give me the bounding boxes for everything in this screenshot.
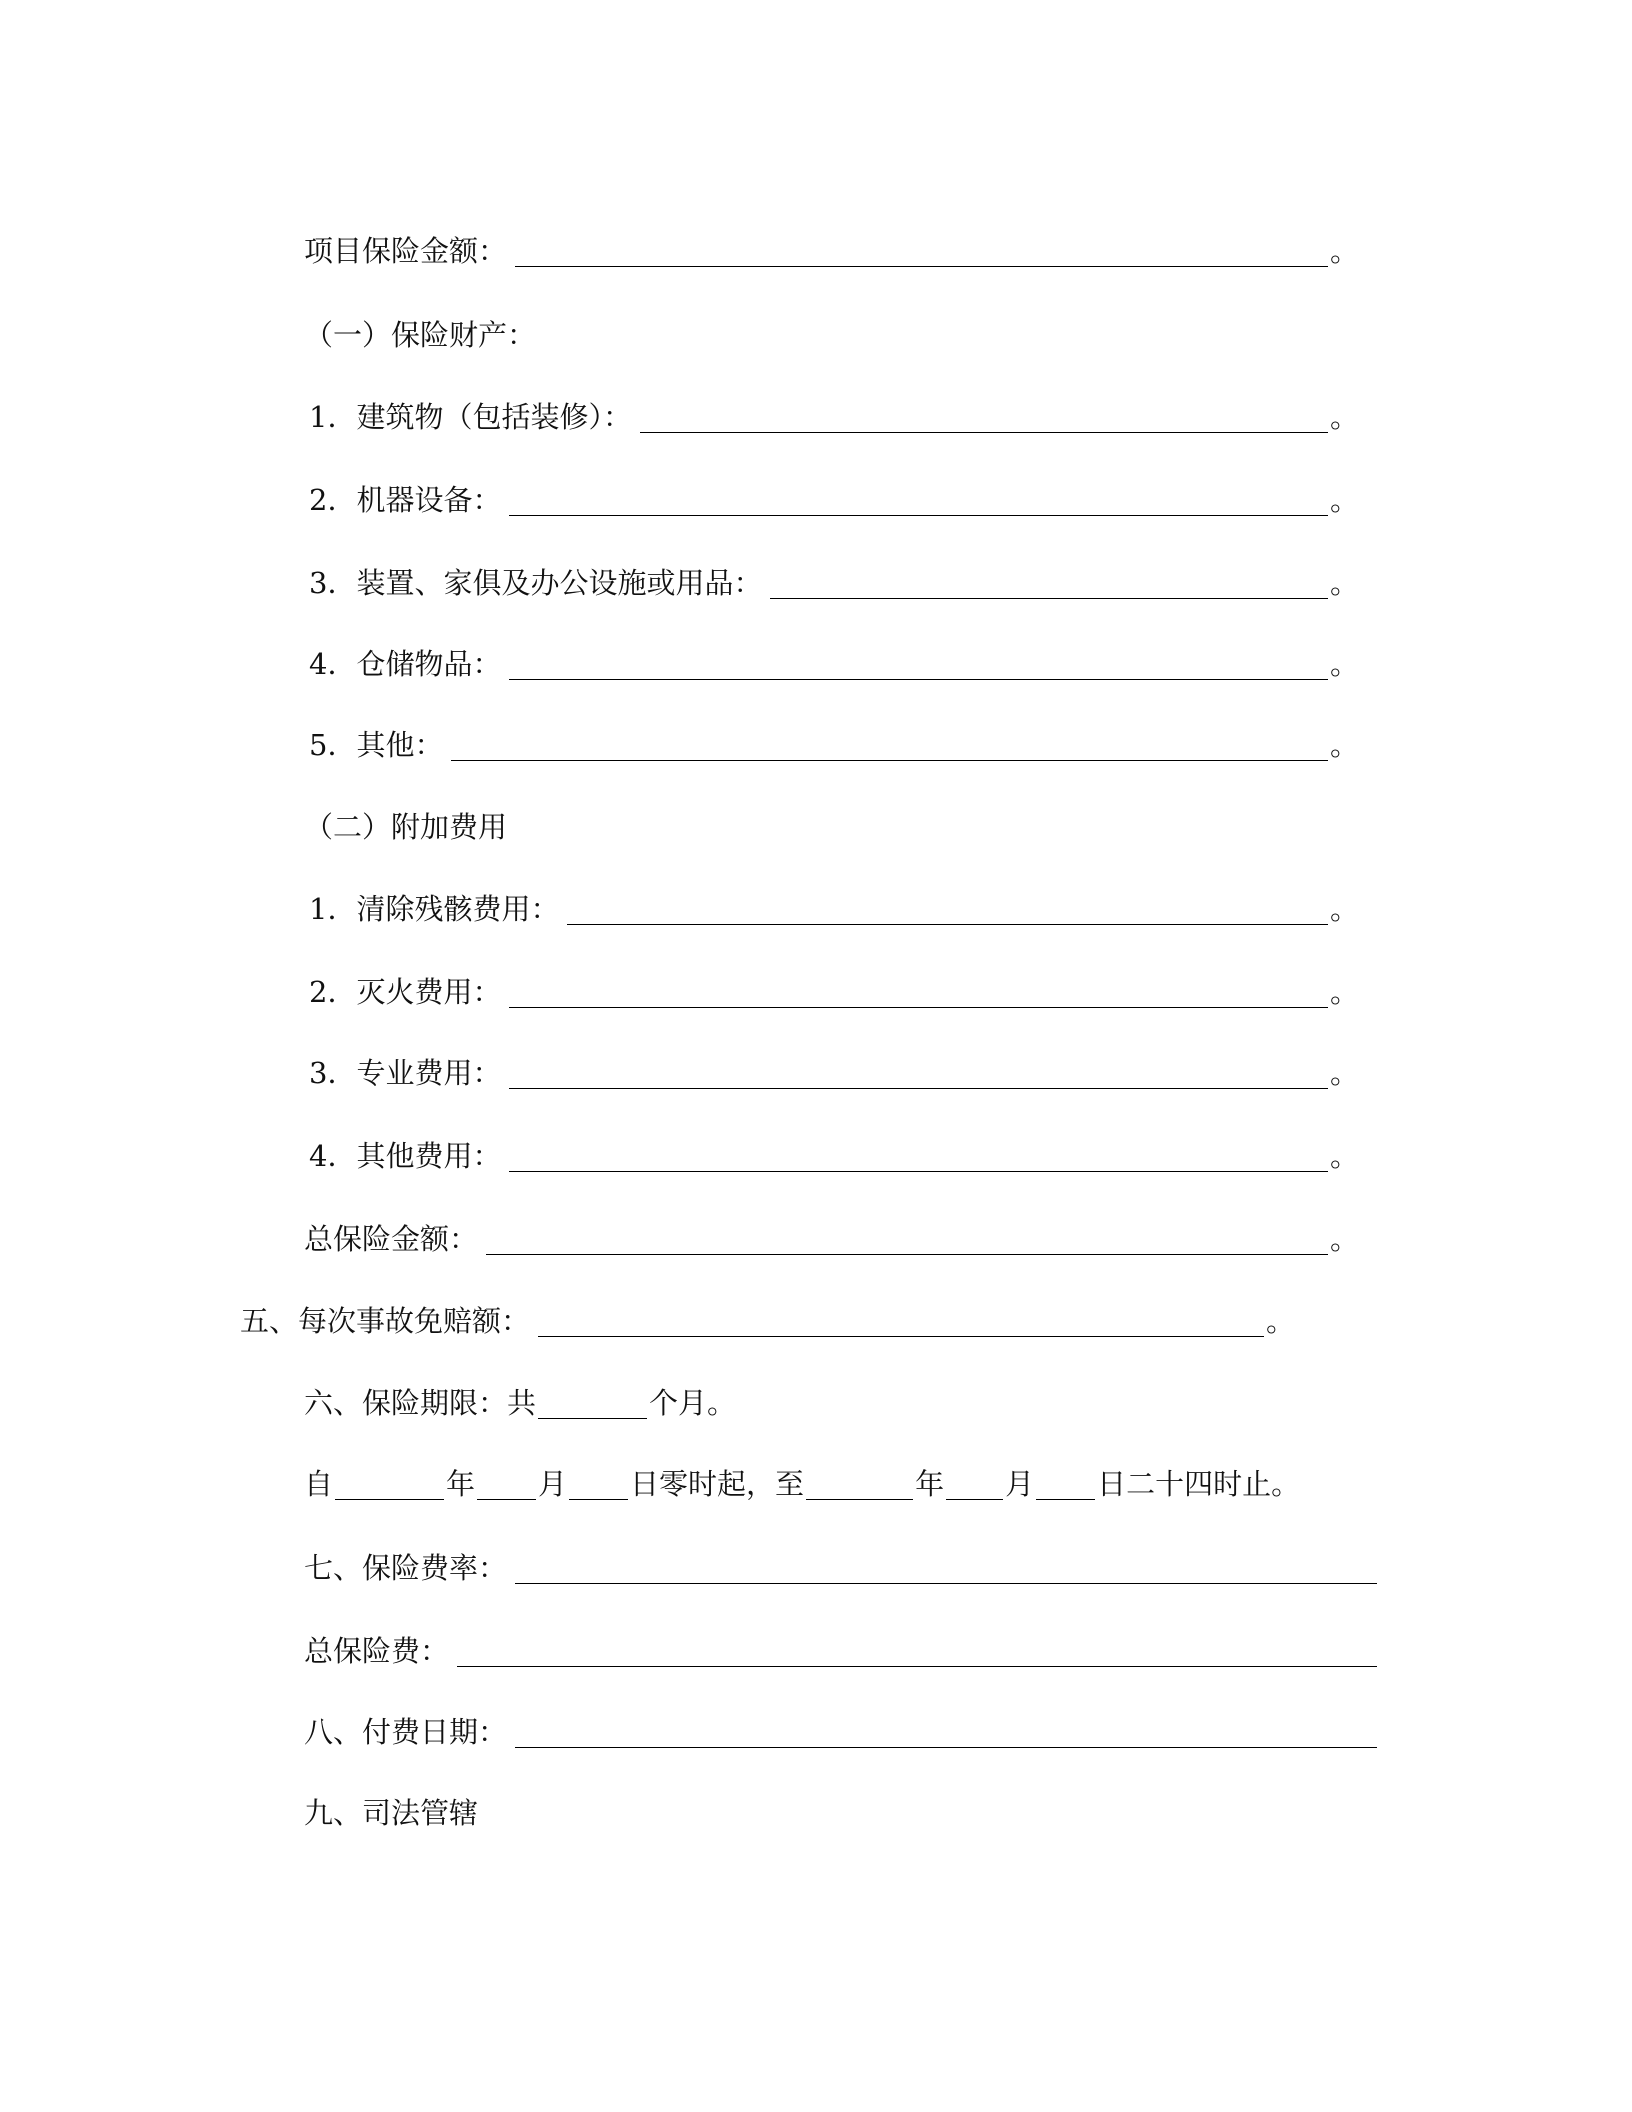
premium-rate-label: 七、保险费率：: [304, 1551, 508, 1585]
deductible-end: 。: [1266, 1304, 1296, 1338]
start-year-blank: [335, 1499, 444, 1500]
insured-property-item-end: 。: [1330, 400, 1360, 434]
insured-property-item-label: 5．其他：: [309, 728, 444, 762]
total-sum-insured-label: 总保险金额：: [304, 1222, 479, 1256]
insured-property-item-label: 3．装置、家俱及办公设施或用品：: [309, 566, 763, 600]
insured-property-item: [309, 644, 1360, 684]
project-sum-row: [304, 231, 1360, 271]
project-sum-blank: [515, 266, 1328, 267]
additional-expense-item: [309, 972, 1360, 1012]
additional-expense-item-blank: [567, 924, 1328, 925]
additional-expense-item-label: 1．清除残骸费用：: [309, 892, 560, 926]
insurance-period-range-row: [304, 1464, 1360, 1504]
payment-date-blank: [515, 1747, 1377, 1748]
start-month-text: 月: [538, 1467, 568, 1501]
start-day-blank: [569, 1499, 628, 1500]
insured-property-item-blank: [509, 679, 1328, 680]
end-day-blank: [1036, 1499, 1095, 1500]
additional-expense-item-blank: [509, 1007, 1328, 1008]
additional-expense-item-end: 。: [1330, 1056, 1360, 1090]
jurisdiction-heading: 九、司法管辖: [304, 1796, 479, 1830]
insured-property-item-blank: [451, 760, 1328, 761]
payment-date-row: [304, 1712, 1377, 1752]
deductible-blank: [538, 1336, 1264, 1337]
range-from-text: 自: [304, 1467, 334, 1501]
additional-expense-item-blank: [509, 1088, 1328, 1089]
additional-expense-item-end: 。: [1330, 975, 1360, 1009]
additional-expense-item-label: 3．专业费用：: [309, 1056, 502, 1090]
insured-property-item-end: 。: [1330, 728, 1360, 762]
insured-property-item-label: 2．机器设备：: [309, 483, 502, 517]
additional-expense-item-end: 。: [1330, 1139, 1360, 1173]
additional-expense-item-end: 。: [1330, 892, 1360, 926]
end-year-blank: [806, 1499, 913, 1500]
premium-rate-blank: [515, 1583, 1377, 1584]
insured-property-item: [309, 480, 1360, 520]
insured-property-item-blank: [640, 432, 1328, 433]
deductible-label: 五、每次事故免赔额：: [240, 1304, 531, 1338]
premium-rate-row: [304, 1548, 1377, 1588]
additional-expenses-heading: （二）附加费用: [304, 810, 508, 844]
insured-property-item-label: 1．建筑物（包括装修）：: [309, 400, 632, 434]
project-sum-end: 。: [1330, 234, 1360, 268]
start-year-text: 年: [446, 1467, 476, 1501]
additional-expense-item-blank: [509, 1171, 1328, 1172]
end-month-blank: [946, 1499, 1003, 1500]
insured-property-heading-row: [304, 315, 1360, 355]
end-month-text: 月: [1005, 1467, 1035, 1501]
insured-property-item-label: 4．仓储物品：: [309, 647, 502, 681]
insured-property-item-end: 。: [1330, 566, 1360, 600]
total-premium-blank: [457, 1666, 1377, 1667]
insurance-period-row: [304, 1383, 1360, 1423]
additional-expense-item-label: 2．灭火费用：: [309, 975, 502, 1009]
insured-property-item: [309, 725, 1360, 765]
additional-expense-item: [309, 889, 1360, 929]
total-premium-row: [304, 1631, 1377, 1671]
insured-property-heading: （一）保险财产：: [304, 318, 537, 352]
insured-property-item-end: 。: [1330, 647, 1360, 681]
insured-property-item-blank: [509, 515, 1328, 516]
jurisdiction-row: [304, 1793, 1377, 1833]
additional-expenses-heading-row: [304, 807, 1360, 847]
insured-property-item: [309, 397, 1360, 437]
additional-expense-item: [309, 1053, 1360, 1093]
insurance-period-months-blank: [538, 1418, 647, 1419]
insured-property-item-end: 。: [1330, 483, 1360, 517]
insurance-period-suffix: 个月。: [649, 1386, 737, 1420]
additional-expense-item-label: 4．其他费用：: [309, 1139, 502, 1173]
deductible-row: [240, 1301, 1296, 1341]
total-sum-insured-blank: [486, 1254, 1328, 1255]
project-sum-label: 项目保险金额：: [304, 234, 508, 268]
insured-property-item: [309, 563, 1360, 603]
total-sum-insured-end: 。: [1330, 1222, 1360, 1256]
start-month-blank: [477, 1499, 536, 1500]
end-year-text: 年: [915, 1467, 945, 1501]
start-day-text: 日零时起，至: [630, 1467, 805, 1501]
end-day-text: 日二十四时止。: [1097, 1467, 1301, 1501]
insured-property-item-blank: [770, 598, 1328, 599]
additional-expense-item: [309, 1136, 1360, 1176]
total-sum-insured-row: [304, 1219, 1360, 1259]
total-premium-label: 总保险费：: [304, 1634, 450, 1668]
insurance-period-label: 六、保险期限：共: [304, 1386, 537, 1420]
payment-date-label: 八、付费日期：: [304, 1715, 508, 1749]
